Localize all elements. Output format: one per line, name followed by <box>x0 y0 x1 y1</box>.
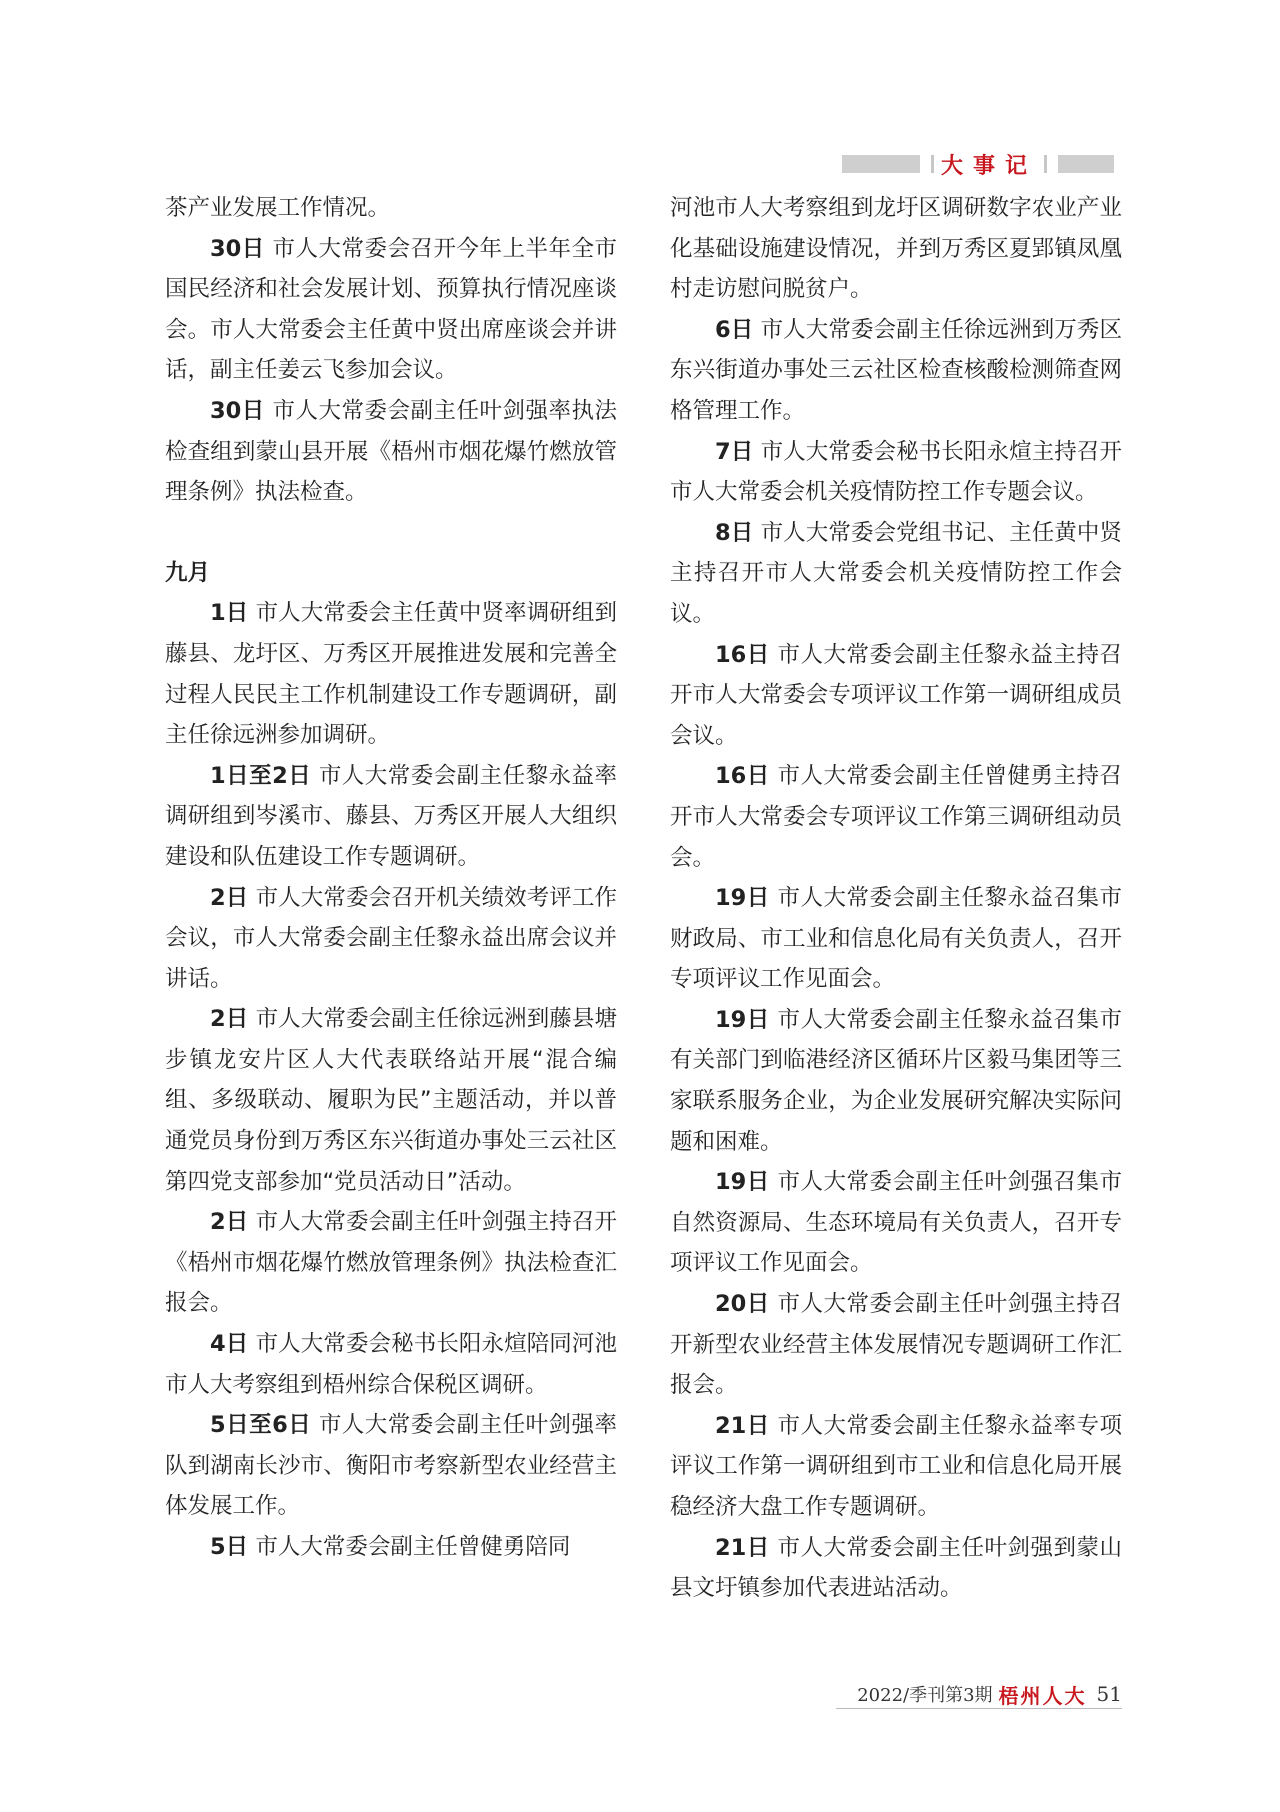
event-entry <box>670 1528 1122 1609</box>
entry-date: 19日 <box>715 1169 770 1196</box>
entry-date: 30日 <box>210 397 265 424</box>
entry-date: 7日 <box>715 438 754 465</box>
entry-date: 16日 <box>715 763 770 790</box>
entry-text: 市人大常委会党组书记、主任黄中贤主持召开市人大常委会机关疫情防控工作会议。 <box>670 519 1122 627</box>
event-entry <box>165 593 617 755</box>
entry-text: 河池市人大考察组到龙圩区调研数字农业产业化基础设施建设情况，并到万秀区夏郢镇凤凰村走访慰问脱贫户。 <box>670 195 1122 303</box>
event-entry <box>670 1000 1122 1162</box>
section-title: 大事记 <box>941 153 1038 179</box>
event-entry <box>670 635 1122 757</box>
event-entry <box>165 1527 617 1568</box>
header-bar-left <box>842 155 920 173</box>
entry-text: 市人大常委会副主任黎永益召集市有关部门到临港经济区循环片区毅马集团等三家联系服务企业，为企业发展研究解决实际问题和困难。 <box>670 1006 1122 1155</box>
event-entry <box>165 229 617 391</box>
entry-date: 5日至6日 <box>210 1412 312 1439</box>
footer-rule <box>836 1708 1122 1709</box>
entry-text: 茶产业发展工作情况。 <box>165 195 391 221</box>
entry-date: 1日至2日 <box>210 762 312 789</box>
entry-text: 市人大常委会副主任黎永益主持召开市人大常委会专项评议工作第一调研组成员会议。 <box>670 641 1122 749</box>
header-divider <box>1044 155 1047 173</box>
entry-text: 市人大常委会秘书长阳永煊陪同河池市人大考察组到梧州综合保税区调研。 <box>165 1331 617 1398</box>
event-entry <box>670 1406 1122 1528</box>
event-entry <box>165 1202 617 1324</box>
event-entry <box>165 756 617 878</box>
entry-date: 6日 <box>715 316 754 343</box>
event-entry <box>670 756 1122 878</box>
event-entry <box>670 432 1122 513</box>
entry-date: 16日 <box>715 641 770 668</box>
entry-text: 市人大常委会秘书长阳永煊主持召开市人大常委会机关疫情防控工作专题会议。 <box>670 438 1122 506</box>
entry-text: 市人大常委会副主任徐远洲到万秀区东兴街道办事处三云社区检查核酸检测筛查网格管理工作。 <box>670 316 1122 424</box>
entry-date: 2日 <box>210 1006 249 1033</box>
header-bar-right <box>1058 155 1114 173</box>
entry-text: 市人大常委会主任黄中贤率调研组到藤县、龙圩区、万秀区开展推进发展和完善全过程人民民主工作机制建设工作专题调研，副主任徐远洲参加调研。 <box>165 600 617 749</box>
header-divider <box>931 155 934 173</box>
entry-text: 市人大常委会副主任黎永益率专项评议工作第一调研组到市工业和信息化局开展稳经济大盘工作专题调研。 <box>670 1412 1122 1520</box>
event-entry <box>165 1405 617 1527</box>
entry-date: 5日 <box>210 1534 249 1560</box>
event-entry <box>670 878 1122 1000</box>
page-footer <box>820 1681 1122 1707</box>
entry-text: 市人大常委会副主任叶剑强主持召开新型农业经营主体发展情况专题调研工作汇报会。 <box>670 1291 1122 1399</box>
event-entry <box>165 999 617 1202</box>
entry-date: 4日 <box>210 1331 249 1358</box>
entry-text: 市人大常委会副主任黎永益召集市财政局、市工业和信息化局有关负责人，召开专项评议工作见面会。 <box>670 885 1122 993</box>
event-entry <box>670 310 1122 432</box>
event-entry <box>165 391 617 513</box>
event-entry <box>165 1324 617 1405</box>
month-heading: 九月 <box>165 559 211 586</box>
entry-text: 市人大常委会副主任叶剑强到蒙山县文圩镇参加代表进站活动。 <box>670 1534 1122 1602</box>
entry-text: 市人大常委会副主任徐远洲到藤县塘步镇龙安片区人大代表联络站开展“混合编组、多级联动、履职为民”主题活动，并以普通党员身份到万秀区东兴街道办事处三云社区第四党支部参加“党员活动日”活动。 <box>165 1006 617 1195</box>
section-gap <box>165 513 617 553</box>
event-entry <box>165 878 617 1000</box>
entry-date: 20日 <box>715 1291 770 1318</box>
left-column <box>165 188 617 1568</box>
entry-date: 1日 <box>210 600 249 627</box>
section-header <box>842 152 1122 179</box>
entry-text: 市人大常委会副主任叶剑强率执法检查组到蒙山县开展《梧州市烟花爆竹燃放管理条例》执法检查。 <box>165 397 617 506</box>
event-entry <box>670 1162 1122 1284</box>
entry-text: 市人大常委会副主任叶剑强率队到湖南长沙市、衡阳市考察新型农业经营主体发展工作。 <box>165 1412 618 1520</box>
event-entry <box>165 188 617 229</box>
issue-label: 2022/季刊第3期 <box>857 1685 993 1706</box>
entry-text: 市人大常委会召开今年上半年全市国民经济和社会发展计划、预算执行情况座谈会。市人大常委会主任黄中贤出席座谈会并讲话，副主任姜云飞参加会议。 <box>165 235 617 384</box>
page-number: 51 <box>1096 1682 1122 1706</box>
right-column <box>670 188 1122 1609</box>
entry-date: 2日 <box>210 884 249 911</box>
entry-text: 市人大常委会召开机关绩效考评工作会议，市人大常委会副主任黎永益出席会议并讲话。 <box>165 884 617 992</box>
entry-date: 2日 <box>210 1209 249 1236</box>
entry-date: 21日 <box>715 1534 770 1561</box>
entry-text: 市人大常委会副主任叶剑强主持召开《梧州市烟花爆竹燃放管理条例》执法检查汇报会。 <box>165 1209 617 1317</box>
event-entry <box>670 1284 1122 1406</box>
entry-date: 19日 <box>715 1006 770 1033</box>
entry-text: 市人大常委会副主任黎永益率调研组到岑溪市、藤县、万秀区开展人大组织建设和队伍建设工作专题调研。 <box>165 762 618 870</box>
entry-date: 19日 <box>715 885 770 912</box>
entry-date: 8日 <box>715 519 754 546</box>
event-entry <box>670 513 1122 635</box>
event-entry <box>670 188 1122 310</box>
entry-text: 市人大常委会副主任叶剑强召集市自然资源局、生态环境局有关负责人，召开专项评议工作见面会。 <box>670 1169 1122 1277</box>
journal-name: 梧州人大 <box>998 1683 1087 1708</box>
entry-date: 30日 <box>210 235 265 262</box>
entry-date: 21日 <box>715 1412 770 1439</box>
entry-text: 市人大常委会副主任曾健勇陪同 <box>255 1534 571 1560</box>
entry-text: 市人大常委会副主任曾健勇主持召开市人大常委会专项评议工作第三调研组动员会。 <box>670 763 1122 871</box>
